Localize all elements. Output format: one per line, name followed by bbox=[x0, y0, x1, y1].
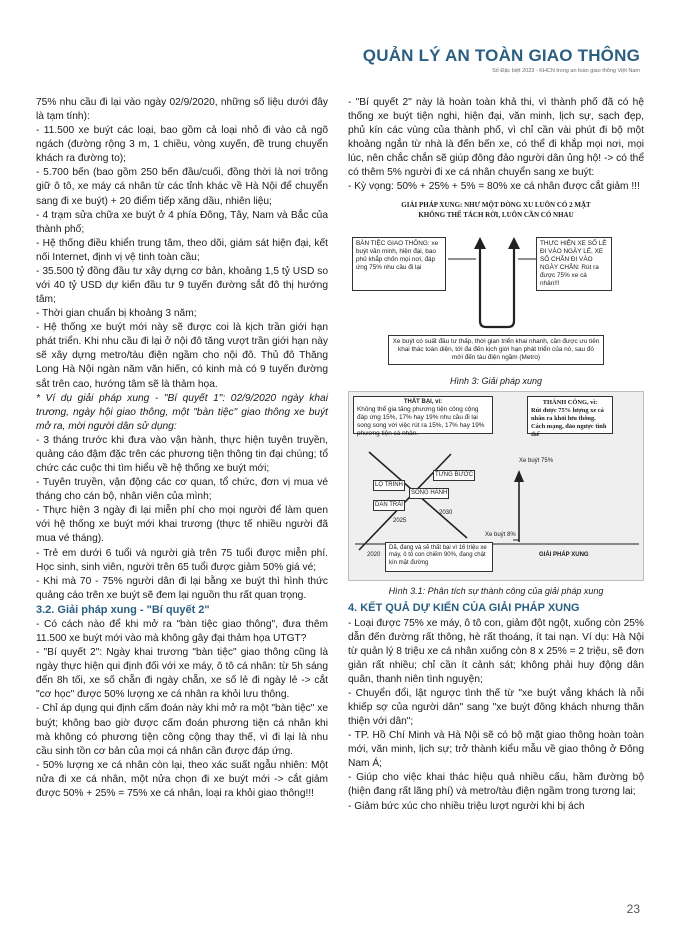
right-box: THỰC HIỆN XE SỐ LẺ ĐI VÀO NGÀY LẺ, XE SỐ CHẴN ĐI VÀO NGÀY CHẴN: Rút ra được 75% xe cá nhân!!! bbox=[536, 237, 612, 291]
right-column bbox=[348, 96, 644, 814]
paragraph: - 3 tháng trước khi đưa vào vận hành, thực hiện tuyên truyền, quảng cáo đậm đặc trên các phương tiện thông tin đại chúng; tổ chức các cuộc thi tìm hiểu về hệ thống xe buýt mới; bbox=[36, 434, 328, 475]
paragraph: 75% nhu cầu đi lại vào ngày 02/9/2020, những số liệu dưới đây là tạm tính): bbox=[36, 97, 328, 123]
step-label: LỘ TRÌNH bbox=[373, 480, 405, 491]
success-title: THÀNH CÔNG, vì: bbox=[542, 398, 598, 406]
paragraph: - TP. Hồ Chí Minh và Hà Nội sẽ có bộ mặt giao thông hoàn toàn mới, văn minh, lịch sự; trở thành kiểu mẫu về giao thông ở Đông Nam Á; bbox=[348, 730, 644, 770]
paragraph: - Thực hiện 3 ngày đi lại miễn phí cho mọi người để làm quen với hệ thống xe buýt mới khai trương (thực tế nhiều người đã mua vé tháng). bbox=[36, 505, 328, 545]
success-box bbox=[527, 396, 613, 438]
figure-3-diagram bbox=[348, 201, 644, 371]
paragraph: - Thời gian chuẩn bị khoảng 3 năm; bbox=[36, 308, 197, 320]
header-subtitle: Số Đặc biệt 2023 - KHCN trong an toàn giao thông Việt Nam bbox=[492, 68, 640, 74]
fail-box bbox=[353, 396, 493, 438]
fail-note-box: Dã, đang và sẽ thất bại vì 16 triệu xe máy, ô tô con chiếm 90%, đang chật kín mặt đường bbox=[385, 542, 493, 572]
section-4-heading: 4. KẾT QUẢ DỰ KIẾN CỦA GIẢI PHÁP XUNG bbox=[348, 602, 580, 615]
paragraph-italic: * Ví dụ giải pháp xung - "Bí quyết 1": 02/9/2020 ngày khai trương, ngày hội giao thông, một "bàn tiệc" giao thông xe buýt mở ra, mời người dân sử dụng: bbox=[36, 392, 328, 432]
paragraph: - Có cách nào để khi mở ra "bàn tiệc giao thông", đưa thêm 11.500 xe buýt mới vào mà không gây đại thảm họa UTGT? bbox=[36, 618, 328, 645]
paragraph: - Chuyển đổi, lật ngược tình thế từ "xe buýt vắng khách là nỗi khiếp sợ của người dân" sang "xe buýt đông khách nhưng thân thiện với dân"; bbox=[348, 687, 644, 728]
paragraph: - Giúp cho việc khai thác hiệu quả nhiều cấu, hầm đường bộ (hiện đang rất lãng phí) và metro/tàu điện ngầm trong tương lai; bbox=[348, 772, 644, 798]
year-label: 2025 bbox=[393, 517, 407, 524]
figure-3-caption: Hình 3: Giải pháp xung bbox=[449, 375, 543, 386]
page-number: 23 bbox=[626, 902, 640, 916]
bus-75-label: Xe buýt 75% bbox=[519, 457, 554, 464]
paragraph: - Giảm bức xúc cho nhiều triệu lượt người khi bị ách bbox=[348, 800, 585, 812]
fail-title: THẤT BẠI, vì: bbox=[403, 398, 443, 405]
step-label: DÀN TRẢI bbox=[373, 500, 405, 511]
success-text: Rút được 75% lượng xe cá nhân ra khỏi lưu thông. Cách mạng, đảo ngược tình thế bbox=[531, 406, 607, 438]
year-label: 2030 bbox=[439, 509, 453, 516]
fail-text: Không thể gia tăng phương tiện công cộng đáp ứng 15%, 17% hay 19% nhu cầu đi lại song song với việc rút ra 15%, 17% hay 19% phương tiện cá nhân. bbox=[357, 406, 485, 438]
paragraph: - Tuyên truyền, vận động các cơ quan, tổ chức, đơn vị mua vé tháng cho cán bộ, nhân viên của mình; bbox=[36, 477, 328, 503]
paragraph: - Khi mà 70 - 75% người dân đi lại bằng xe buýt thì hình thức quảng cáo trên xe buýt sẽ đem lại nguồn thu rất quan trọng. bbox=[36, 575, 328, 601]
paragraph: - Hệ thống điều khiển trung tâm, theo dõi, giám sát hiện đại, kết nối Internet, định vị vệ tinh toàn cầu; bbox=[36, 237, 328, 263]
paragraph: - 11.500 xe buýt các loại, bao gồm cả loại nhỏ đi vào cả ngõ ngách (đường rộng 3 m, 1 chiều, vòng xuyến, đề trung chuyển khách ra đường to); bbox=[36, 125, 328, 165]
paragraph: - 50% lượng xe cá nhân còn lại, theo xác suất ngẫu nhiên: Một nửa đi xe cá nhân, một nửa chọn đi xe buýt mới -> cắt giảm được 50% + 25% = 75% xe cá nhân, loại ra khỏi giao thông!!! bbox=[36, 759, 328, 799]
step-label: SONG HÀNH bbox=[409, 488, 449, 499]
bottom-box: Xe buýt có suất đầu tư thấp, thời gian triển khai nhanh, cần được ưu tiên khai thác toàn diện, tới đa đến kịch giới hạn phát triển của nó, sau đó mới đến tàu điện ngầm (Metro) bbox=[388, 335, 604, 365]
bus-8-label: Xe buýt 8% bbox=[485, 531, 516, 538]
paragraph: - Chỉ áp dụng qui định cấm đoán này khi mở ra một "bàn tiệc" xe buýt; không bao giờ được cấm đoán phương tiện cá nhân khi mà không có phương tiện công cộng thay thế, vì đi lại là nhu cầu sinh tồn cơ bản của mọi cá nhân cần được đáp ứng. bbox=[36, 703, 328, 757]
left-column bbox=[36, 96, 328, 801]
figure-3-1-diagram bbox=[348, 391, 644, 581]
paragraph: - Kỳ vọng: 50% + 25% + 5% = 80% xe cá nhân được cắt giảm !!! bbox=[348, 181, 640, 193]
paragraph: - Hệ thống xe buýt mới này sẽ được coi là kịch trần giới hạn phát triển. Khi nhu cầu đi lại ở nội đô tăng vượt trần giới hạn này sẽ xây dựng metro/tàu điện ngầm cho nội đô. Thủ đô Thăng Long Hà Nội ngàn năm văn hiến, có kinh mà có 9 tuyến đường sắt trên cao, hướng tâm sẽ là thảm họa. bbox=[36, 322, 328, 390]
paragraph: - Loại được 75% xe máy, ô tô con, giảm đột ngột, xuống còn 25% dẫn đến đường rất thông, hè rất thoáng, ít tai nạn. Ví dụ: Hà Nội từ quản lý 8 triệu xe cá nhân xuống còn 8 x 25% = 2 triệu, sẽ đơn giản rất nhiều; chỉ cần ít cảnh sát; không phải huy động dân quân, thanh niên tình nguyện; bbox=[348, 617, 644, 685]
section-heading: 3.2. Giải pháp xung - "Bí quyết 2" bbox=[36, 603, 210, 616]
paragraph: - Trẻ em dưới 6 tuổi và người già trên 75 tuổi được miễn phí. Học sinh, sinh viên, người trên 65 tuổi được giảm 50% giá vé; bbox=[36, 547, 328, 573]
left-box: BÀN TIỆC GIAO THÔNG: xe buýt văn minh, hiện đại, bao phủ khắp chốn mọi nơi, đáp ứng 75% nhu cầu đi lại bbox=[352, 237, 446, 291]
figure-3-1-caption: Hình 3.1: Phân tích sự thành công của giải pháp xung bbox=[388, 585, 604, 596]
paragraph: - 5.700 bến (bao gồm 250 bến đầu/cuối, đồng thời là nơi trông giữ ô tô, xe máy cá nhân từ các tỉnh khác về Hà Nội để chuyển sang đi xe buýt) + 20 điểm tiếp xăng dầu, nhiên liệu; bbox=[36, 167, 328, 207]
figure-3-title-1: GIẢI PHÁP XUNG: NHƯ MỘT DÒNG XU LUÔN CÓ 2 MẶT bbox=[401, 200, 591, 209]
solution-label: GIẢI PHÁP XUNG bbox=[539, 551, 589, 558]
figure-3-title-2: KHÔNG THỂ TÁCH RỜI, LUÔN CẦN CÓ NHAU bbox=[418, 210, 574, 219]
paragraph: - "Bí quyết 2": Ngày khai trương "bàn tiệc" giao thông cũng là ngày thực hiện qui định đối với xe máy, ô tô cá nhân: từ 5h sáng đến 8h tối, xe số chẵn đi ngày chẵn, xe số lẻ đi ngày lẻ -> cắt "cơ học" được 50% lượng xe cá nhân ra khỏi lưu thông. bbox=[36, 647, 328, 701]
paragraph: - 35.500 tỷ đồng đầu tư xây dựng cơ bản, khoảng 1,5 tỷ USD so với 40 tỷ USD dự kiến đầu tư 9 tuyến đường sắt đô thị hướng tâm; bbox=[36, 265, 328, 306]
header-title: QUẢN LÝ AN TOÀN GIAO THÔNG bbox=[362, 46, 640, 65]
step-label: TỪNG BƯỚC bbox=[433, 470, 475, 481]
year-label: 2020 bbox=[367, 551, 381, 558]
paragraph: - "Bí quyết 2" này là hoàn toàn khả thi, vì thành phố đã có hệ thống xe buýt tiện nghi, hiện đại, văn minh, lịch sự, sạch đẹp, phủ kín các vùng của thành phố, vì chỉ cần vài phút đi bộ một khoảng ngắn từ nhà là đến bến xe, có thể đi khắp mọi nơi, mọi lúc, nên chắc chắn sẽ giúp đông đảo người dân ủng hộ! -> có thể có thêm 5% người đi xe cá nhân chuyển sang xe buýt: bbox=[348, 97, 644, 179]
paragraph: - 4 trạm sửa chữa xe buýt ở 4 phía Đông, Tây, Nam và Bắc của thành phố; bbox=[36, 209, 328, 235]
